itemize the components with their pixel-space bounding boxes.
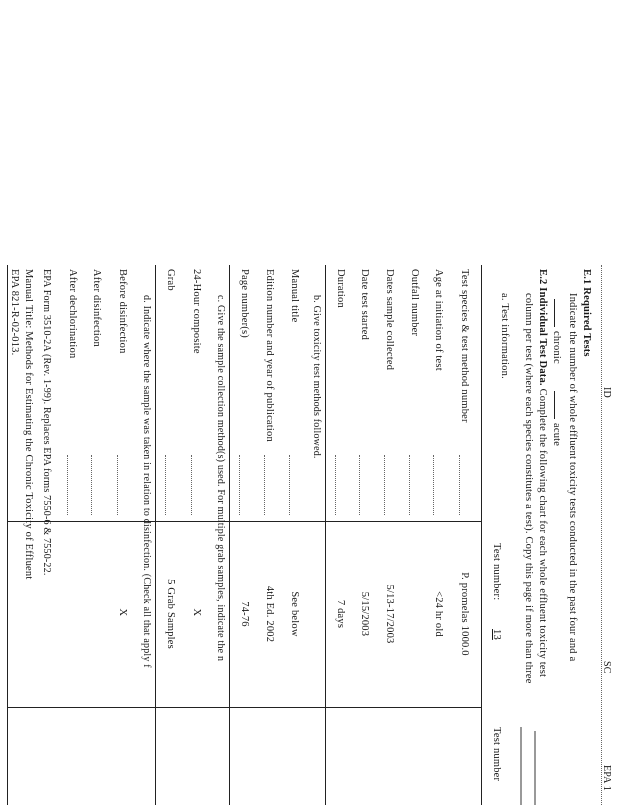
table-row-label: 24-Hour composite <box>191 269 202 354</box>
table-row-value: P. promelas 1000.0 <box>459 572 470 656</box>
table-row-label: d. Indicate where the sample was taken in relation to disinfection. (Check all that apply f <box>141 295 152 668</box>
table-row-label: Before disinfection <box>117 269 128 354</box>
table-row-value: <24 hr old <box>433 591 444 637</box>
e2-heading: E.2 Individual Test Data. <box>537 269 548 386</box>
footer-manual-line1: Manual Title: Methods for Estimating the Chronic Toxicity of Effluent <box>23 269 34 580</box>
row-leader <box>289 455 290 515</box>
row-leader <box>359 455 360 515</box>
e2-text-line2: column per test (where each species constitutes a test). Copy this page if more than three <box>523 293 534 684</box>
e2-text-line1: Complete the following chart for each whole effluent toxicity test <box>537 388 548 678</box>
row-leader <box>67 455 68 515</box>
e2-test-number-label: Test number: <box>491 543 502 601</box>
header-fragment-right: EPA 1 <box>601 765 612 791</box>
e2-line1 <box>537 269 548 677</box>
table-row-value: 7 days <box>335 599 346 629</box>
table-row-value: 5/13-17/2003 <box>384 584 395 644</box>
e2-test-number-right: Test number <box>491 727 502 782</box>
table-row-value: 5/15/2003 <box>359 591 370 637</box>
scan-smear-e2 <box>534 731 536 805</box>
table-row-label: Age at initiation of test <box>433 269 444 371</box>
e2-test-info-label: a. Test information. <box>499 293 510 379</box>
header-fragment-mid: SC <box>601 661 612 674</box>
table-row-label: b. Give toxicity test methods followed. <box>311 295 322 459</box>
table-row-label: Date test started <box>359 269 370 341</box>
row-leader <box>459 455 460 515</box>
table-row-label: Dates sample collected <box>384 269 395 371</box>
row-leader <box>384 455 385 515</box>
row-leader <box>91 455 92 515</box>
table-row-label: Test species & test method number <box>459 269 470 423</box>
footer-form-line: EPA Form 3510-2A (Rev. 1-99). Replaces EPA forms 7550-6 & 7550-22. <box>41 269 52 576</box>
scan-smear-e2b <box>520 727 522 805</box>
e1-chronic-field <box>551 299 563 364</box>
row-leader <box>409 455 410 515</box>
form-footer <box>0 265 58 805</box>
header-rule <box>601 265 602 805</box>
table-column-divider <box>8 521 482 522</box>
row-leader <box>335 455 336 515</box>
table-row-label: After disinfection <box>91 269 102 347</box>
table-row-label: After dechlorination <box>67 269 78 359</box>
row-leader <box>191 455 192 515</box>
e1-indicate-text: Indicate the number of whole effluent toxicity tests conducted in the past four and a <box>567 293 578 662</box>
table-row-value: X <box>117 608 128 617</box>
table-row-label: Manual title <box>289 269 300 323</box>
table-row-label: Page number(s) <box>239 269 250 338</box>
row-leader <box>264 455 265 515</box>
table-top-border <box>481 265 482 805</box>
e1-acute-label: acute <box>551 423 562 447</box>
table-row-value: See below <box>289 591 300 637</box>
row-leader <box>239 455 240 515</box>
row-leader <box>165 455 166 515</box>
acute-blank <box>554 391 563 419</box>
e2-test-number-value: 13 <box>491 629 502 640</box>
table-row-label: Outfall number <box>409 269 420 337</box>
table-row-label: Edition number and year of publication <box>264 269 275 442</box>
footer-manual-line2: EPA 821-R-02-013. <box>9 269 20 356</box>
table-row-label: Duration <box>335 269 346 308</box>
table-row-rule <box>229 265 230 805</box>
row-leader <box>433 455 434 515</box>
table-right-divider <box>8 707 482 708</box>
table-row-rule <box>325 265 326 805</box>
table-row-rule <box>155 265 156 805</box>
e1-chronic-label: chronic <box>551 331 562 364</box>
table-row-label: Grab <box>165 269 176 291</box>
table-row-label: c. Give the sample collection method(s) used. For multiple grab samples, indicate the n <box>215 295 226 662</box>
chronic-blank <box>554 299 563 327</box>
rotated-form-page <box>0 265 618 805</box>
table-row-value: 74-76 <box>239 601 250 627</box>
table-row-value: X <box>191 608 202 617</box>
header-fragment-left: ID <box>601 387 612 398</box>
table-row-value: 5 Grab Samples <box>165 579 176 649</box>
e1-acute-field <box>551 391 563 446</box>
e1-heading: E.1 Required Tests <box>581 269 592 357</box>
table-row-value: 4th Ed. 2002 <box>264 585 275 643</box>
row-leader <box>117 455 118 515</box>
